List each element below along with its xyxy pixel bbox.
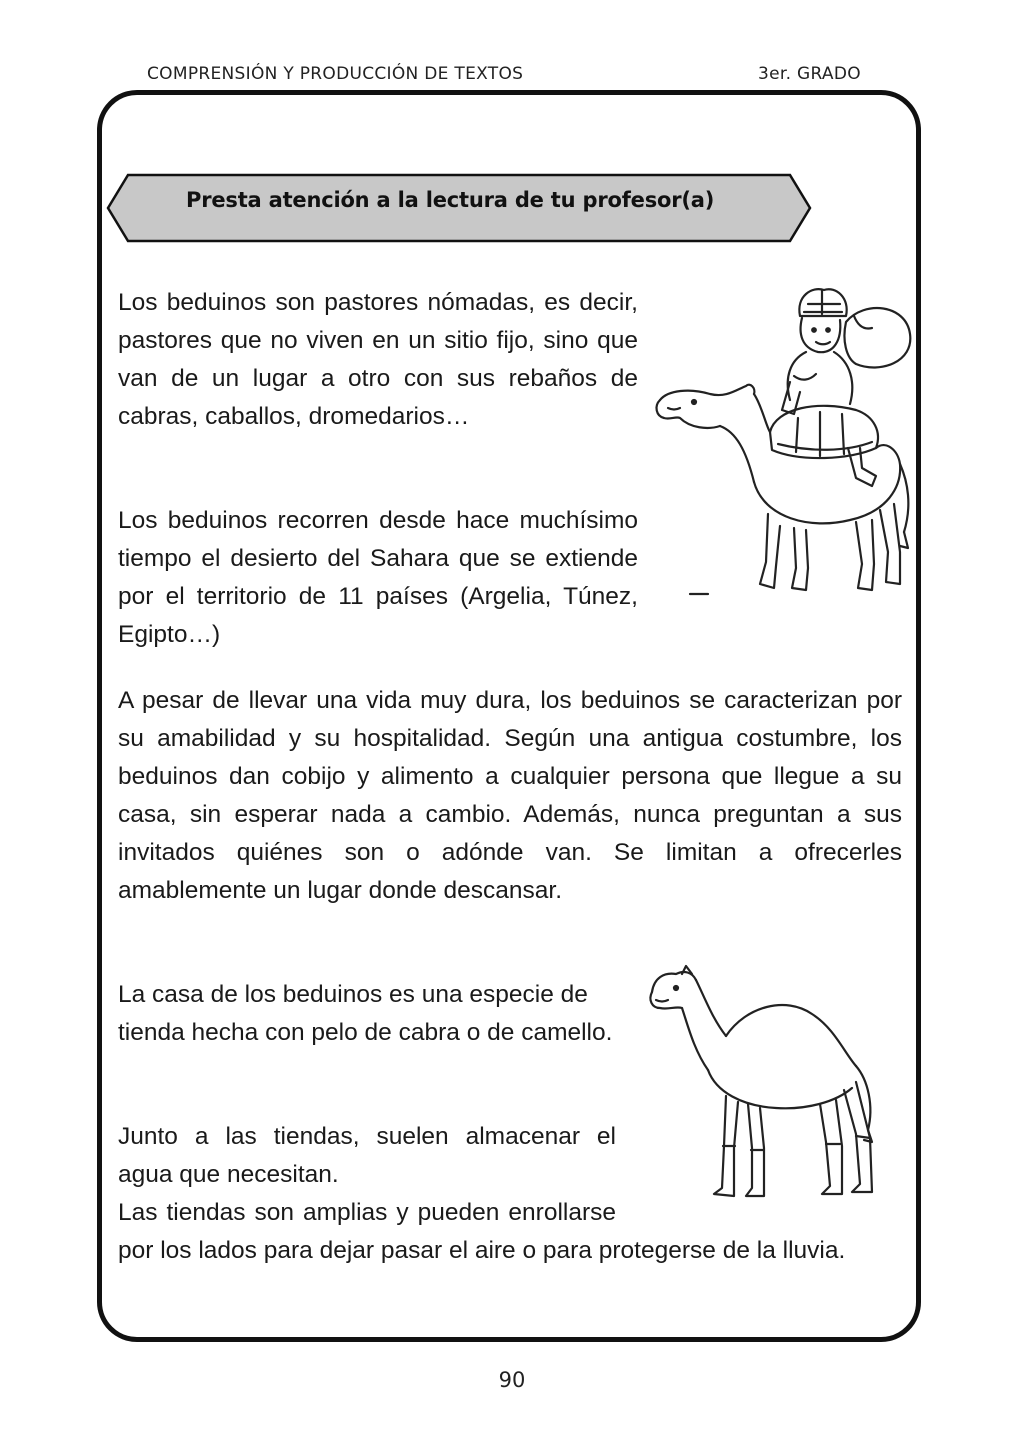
banner-label: Presta atención a la lectura de tu profesor(a) — [186, 188, 715, 212]
header-subject: COMPRENSIÓN Y PRODUCCIÓN DE TEXTOS — [147, 64, 524, 84]
instruction-banner — [106, 172, 814, 244]
page-header — [0, 64, 1024, 90]
camel-illustration — [630, 962, 902, 1212]
paragraph-tent: La casa de los beduinos es una especie de tienda hecha con pelo de cabra o de camello. — [118, 981, 613, 1046]
bedouin-on-camel-illustration — [650, 282, 912, 604]
page-number: 90 — [498, 1368, 526, 1392]
header-grade: 3er. GRADO — [758, 64, 861, 84]
paragraph-nomads: Los beduinos son pastores nómadas, es decir, pastores que no viven en un sitio fijo, sino que van de un lugar a otro con sus rebaños de cabras, caballos, dromedarios… — [118, 289, 638, 430]
paragraph-sahara: Los beduinos recorren desde hace muchísimo tiempo el desierto del Sahara que se extiende por el territorio de 11 países (Argelia, Túnez, Egipto…) — [118, 507, 638, 648]
paragraph-hospitality: A pesar de llevar una vida muy dura, los beduinos se caracterizan por su amabilidad y su hospitalidad. Según una antigua costumbre, los beduinos dan cobijo y alimento a cualquier persona que llegue a su casa, sin esperar nada a cambio. Además, nunca preguntan a sus invitados quiénes son o adónde van. Se limitan a ofrecerles amablemente un lugar donde descansar. — [118, 687, 902, 904]
paragraph-water-text: Junto a las tiendas, suelen almacenar el agua que necesitan. — [118, 1123, 616, 1188]
paragraph-tent-sides-text: Las tiendas son amplias y pueden enrollarse por los lados para dejar pasar el aire o para protegerse de la lluvia. — [118, 1199, 846, 1264]
